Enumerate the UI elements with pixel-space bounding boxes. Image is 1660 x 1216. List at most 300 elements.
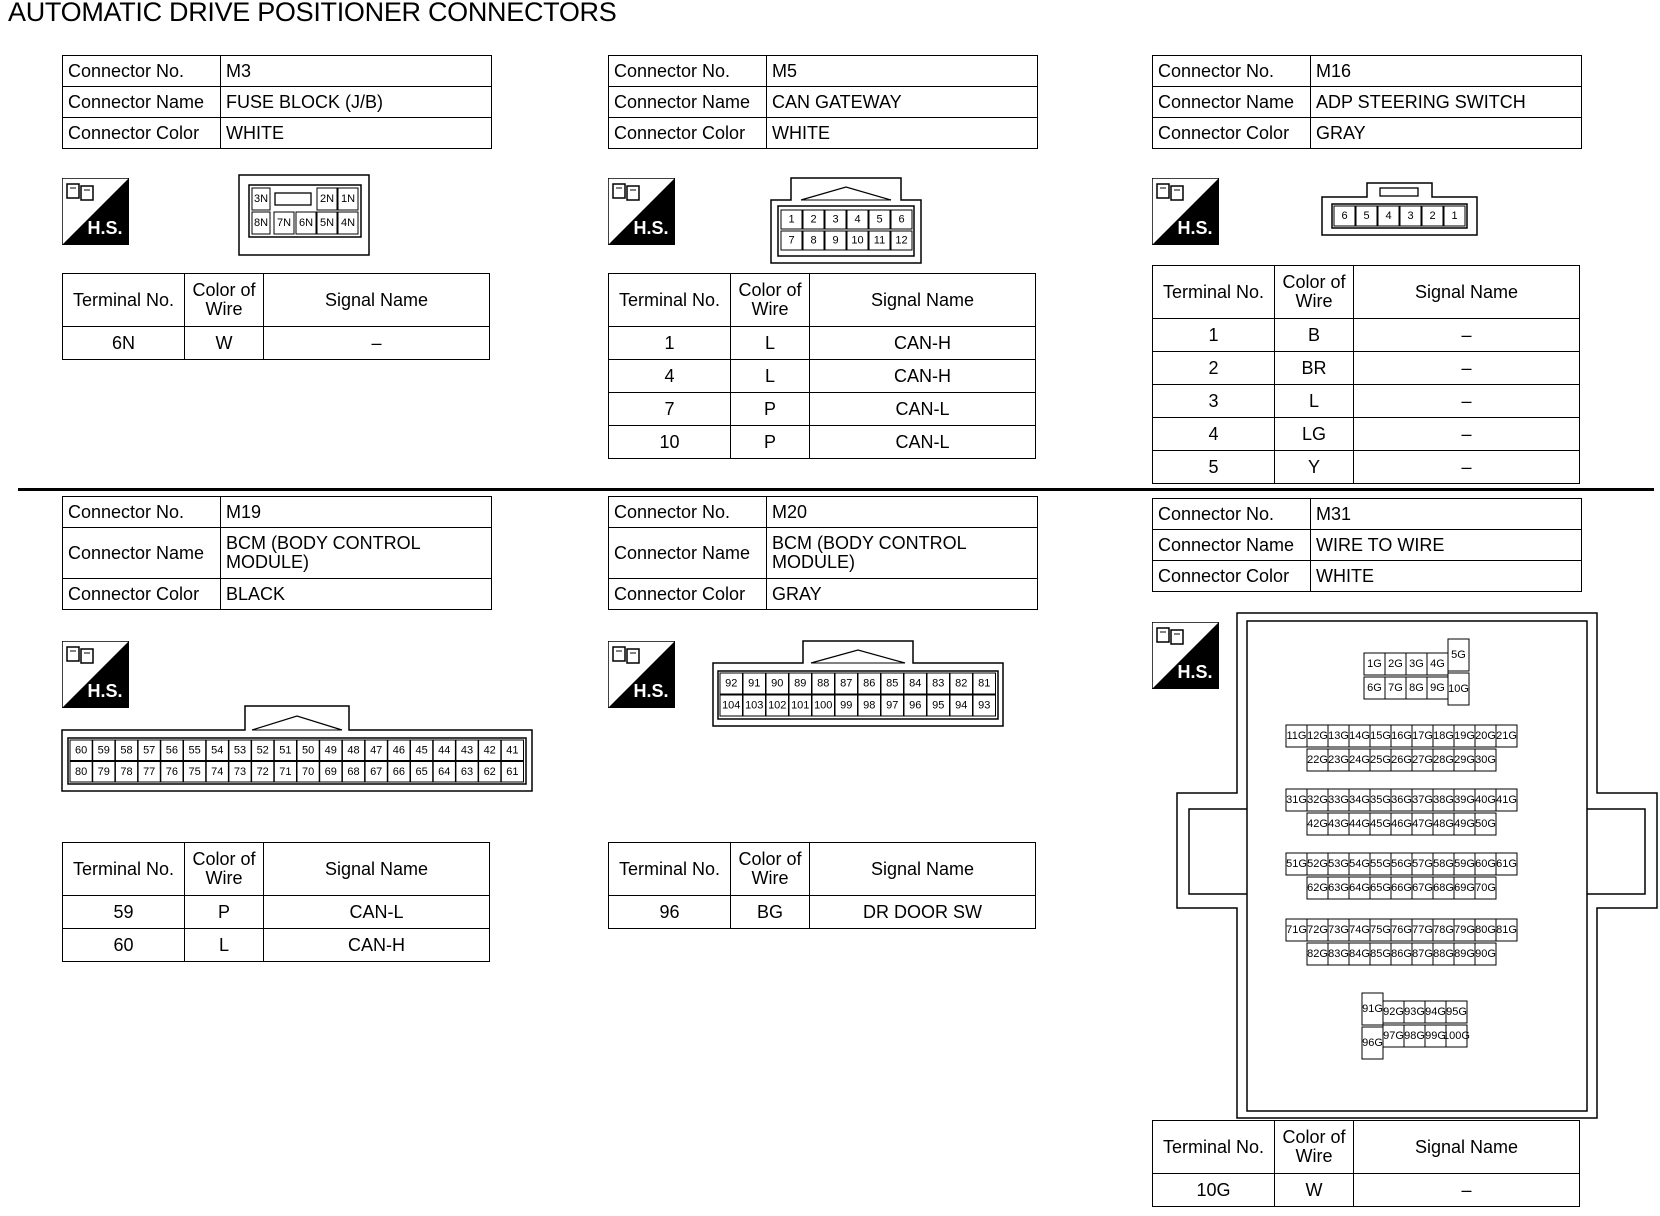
pin-label: 19G [1454, 730, 1475, 742]
pin-label: 49G [1454, 818, 1475, 830]
wire-color: L [1275, 385, 1354, 418]
pin-label: 17G [1412, 730, 1433, 742]
pin-label: 100G [1443, 1030, 1470, 1042]
connector-panel-m3 [62, 55, 492, 535]
terminal-row [609, 393, 1036, 426]
pin-label: 1 [1451, 210, 1458, 222]
terminal-row [1153, 1174, 1580, 1207]
connector-name-value: CAN GATEWAY [767, 87, 1038, 118]
pin-label: 65 [415, 765, 428, 778]
connector-color-value: WHITE [1311, 561, 1582, 592]
pin-label: 53 [233, 744, 247, 757]
wire-color-header: Color of Wire [731, 274, 810, 327]
pin-label: 4 [854, 213, 861, 226]
terminal-no-header: Terminal No. [1153, 266, 1275, 319]
pin-label: 56 [165, 744, 179, 757]
pin-label: 64G [1349, 882, 1370, 894]
wire-color: L [731, 360, 810, 393]
connector-name-label: Connector Name [609, 87, 767, 118]
connector-color-label: Connector Color [63, 118, 221, 149]
pin-label: 61 [506, 765, 519, 778]
pin-label: 43G [1328, 818, 1349, 830]
pin-label: 40G [1475, 794, 1496, 806]
pin-label: 7G [1388, 682, 1403, 694]
svg-text:H.S.: H.S. [633, 218, 669, 238]
pin-label: 5 [876, 213, 883, 226]
pin-label: 81 [978, 677, 991, 690]
pin-label: 71G [1286, 924, 1307, 936]
pin-label: 11 [873, 234, 886, 247]
connector-name-value: BCM (BODY CONTROL MODULE) [221, 528, 492, 579]
pin-label: 3N [253, 193, 269, 205]
pin-label: 67 [370, 765, 383, 778]
pin-label: 1G [1367, 658, 1382, 670]
pin-label: 86G [1391, 948, 1412, 960]
signal-name: – [1354, 418, 1580, 451]
pin-label: 90 [771, 677, 784, 690]
pin-label: 74G [1349, 924, 1370, 936]
pin-label: 4N [340, 217, 356, 229]
pin-label: 8 [810, 234, 817, 247]
pin-label: 99 [840, 699, 853, 712]
connector-color-label: Connector Color [1153, 561, 1311, 592]
pin-label: 54G [1349, 858, 1370, 870]
pin-label: 50G [1475, 818, 1496, 830]
connector-no-row [1153, 499, 1582, 530]
signal-name: CAN-H [810, 327, 1036, 360]
pin-label: 4G [1430, 658, 1445, 670]
terminal-no: 2 [1153, 352, 1275, 385]
pin-label: 86 [863, 677, 876, 690]
pin-label: 12 [895, 234, 908, 247]
connector-no-value: M5 [767, 56, 1038, 87]
signal-name: CAN-L [810, 426, 1036, 459]
signal-name: – [1354, 1174, 1580, 1207]
pin-label: 3G [1409, 658, 1424, 670]
pin-label: 41 [506, 744, 519, 757]
terminal-row [63, 327, 490, 360]
pin-label: 9 [832, 234, 839, 247]
wire-color: LG [1275, 418, 1354, 451]
pin-label: 33G [1328, 794, 1349, 806]
pin-label: 18G [1433, 730, 1454, 742]
connector-name-row [63, 87, 492, 118]
wire-color: BG [731, 896, 810, 929]
wire-color: P [185, 896, 264, 929]
pin-label: 3 [1407, 210, 1414, 222]
pin-label: 89G [1454, 948, 1475, 960]
pin-label: 78G [1433, 924, 1454, 936]
pin-label: 93G [1404, 1006, 1425, 1018]
connector-panel-m16 [1152, 55, 1582, 535]
pin-label: 70 [301, 765, 315, 778]
wire-color-header: Color of Wire [1275, 266, 1354, 319]
connector-name-label: Connector Name [63, 87, 221, 118]
connector-no-value: M16 [1311, 56, 1582, 87]
pin-label: 46G [1391, 818, 1412, 830]
connector-color-label: Connector Color [63, 579, 221, 610]
connector-panel-m20 [608, 496, 1038, 976]
svg-text:H.S.: H.S. [633, 681, 669, 701]
pin-label: 92G [1383, 1006, 1404, 1018]
signal-name: CAN-L [264, 896, 490, 929]
pin-label: 59G [1454, 858, 1475, 870]
pin-label: 93 [978, 699, 991, 712]
connector-name-label: Connector Name [1153, 87, 1311, 118]
pin-label: 80 [74, 765, 88, 778]
signal-name-header: Signal Name [1354, 266, 1580, 319]
connector-face-diagram [1322, 183, 1477, 235]
pin-label: 61G [1496, 858, 1517, 870]
connector-info-table [1152, 55, 1582, 149]
pin-label: 99G [1425, 1030, 1446, 1042]
harness-side-icon [608, 178, 675, 245]
pin-label: 85G [1370, 948, 1391, 960]
pin-label: 10 [851, 234, 864, 247]
terminal-row [63, 896, 490, 929]
connector-name-row [63, 528, 492, 579]
connector-no-row [63, 497, 492, 528]
pin-label: 3 [832, 213, 839, 226]
terminal-row [1153, 418, 1580, 451]
terminal-no-header: Terminal No. [609, 843, 731, 896]
pin-label: 5N [319, 217, 335, 229]
wire-color: Y [1275, 451, 1354, 484]
pin-label: 16G [1391, 730, 1412, 742]
pin-label: 87 [840, 677, 853, 690]
pin-label: 47G [1412, 818, 1433, 830]
terminal-no: 5 [1153, 451, 1275, 484]
signal-name: – [1354, 451, 1580, 484]
svg-text:H.S.: H.S. [87, 681, 123, 701]
pin-label: 88G [1433, 948, 1454, 960]
pin-label: 6 [1341, 210, 1348, 222]
pin-label: 10G [1448, 683, 1469, 695]
connector-color-row [63, 118, 492, 149]
pin-label: 11G [1286, 730, 1307, 742]
pin-label: 104 [722, 699, 741, 712]
pin-label: 75G [1370, 924, 1391, 936]
pin-label: 98G [1404, 1030, 1425, 1042]
pin-label: 2N [319, 193, 335, 205]
pin-label: 23G [1328, 754, 1349, 766]
connector-no-label: Connector No. [1153, 499, 1311, 530]
pin-label: 8G [1409, 682, 1424, 694]
connector-info-table [62, 496, 492, 610]
wire-color: W [185, 327, 264, 360]
terminal-header-row [609, 274, 1036, 327]
connector-name-label: Connector Name [1153, 530, 1311, 561]
pin-label: 53G [1328, 858, 1349, 870]
pin-label: 15G [1370, 730, 1391, 742]
connector-name-value: FUSE BLOCK (J/B) [221, 87, 492, 118]
pin-label: 6 [898, 213, 905, 226]
pin-label: 47 [370, 744, 383, 757]
terminal-table [1152, 265, 1580, 484]
pin-label: 98 [863, 699, 876, 712]
pin-label: 1N [340, 193, 356, 205]
signal-name: – [1354, 352, 1580, 385]
pin-label: 28G [1433, 754, 1454, 766]
pin-label: 79 [97, 765, 110, 778]
pin-label: 52 [256, 744, 269, 757]
connector-name-row [609, 87, 1038, 118]
pin-label: 89 [794, 677, 807, 690]
pin-label: 64 [438, 765, 451, 778]
pin-label: 74 [211, 765, 224, 778]
pin-label: 60G [1475, 858, 1496, 870]
pin-label: 62 [483, 765, 496, 778]
pin-label: 9G [1430, 682, 1445, 694]
terminal-no: 7 [609, 393, 731, 426]
pin-label: 91 [748, 677, 761, 690]
terminal-row [609, 360, 1036, 393]
pin-label: 83 [932, 677, 945, 690]
pin-label: 6G [1367, 682, 1382, 694]
pin-label: 84G [1349, 948, 1370, 960]
pin-label: 2G [1388, 658, 1403, 670]
wire-color-header: Color of Wire [1275, 1121, 1354, 1174]
pin-label: 5G [1451, 649, 1466, 661]
pin-label: 96 [909, 699, 922, 712]
connector-name-label: Connector Name [609, 528, 767, 579]
connector-color-label: Connector Color [609, 579, 767, 610]
terminal-table [62, 842, 490, 962]
pin-label: 4 [1385, 210, 1392, 222]
pin-label: 7N [276, 217, 292, 229]
terminal-no: 60 [63, 929, 185, 962]
pin-label: 71 [279, 765, 292, 778]
connector-color-label: Connector Color [1153, 118, 1311, 149]
pin-label: 62G [1307, 882, 1328, 894]
connector-no-label: Connector No. [609, 56, 767, 87]
terminal-no: 4 [1153, 418, 1275, 451]
wire-color: P [731, 426, 810, 459]
pin-label: 69 [324, 765, 337, 778]
wire-color-header: Color of Wire [731, 843, 810, 896]
terminal-row [609, 327, 1036, 360]
connector-color-value: GRAY [767, 579, 1038, 610]
pin-label: 77 [143, 765, 156, 778]
connector-no-label: Connector No. [63, 497, 221, 528]
pin-label: 85 [886, 677, 899, 690]
connector-color-value: WHITE [767, 118, 1038, 149]
pin-label: 6N [298, 217, 314, 229]
pin-label: 57G [1412, 858, 1433, 870]
signal-name-header: Signal Name [1354, 1121, 1580, 1174]
connector-info-table [62, 55, 492, 149]
signal-name: CAN-L [810, 393, 1036, 426]
pin-label: 67G [1412, 882, 1433, 894]
wire-color: W [1275, 1174, 1354, 1207]
pin-label: 13G [1328, 730, 1349, 742]
pin-label: 44 [438, 744, 451, 757]
pin-label: 65G [1370, 882, 1391, 894]
connector-no-row [63, 56, 492, 87]
terminal-no: 59 [63, 896, 185, 929]
pin-label: 95 [932, 699, 945, 712]
pin-label: 80G [1475, 924, 1496, 936]
pin-label: 68G [1433, 882, 1454, 894]
pin-label: 63G [1328, 882, 1349, 894]
pin-label: 58 [120, 744, 133, 757]
pin-label: 90G [1475, 948, 1496, 960]
terminal-row [1153, 352, 1580, 385]
connector-color-row [63, 579, 492, 610]
pin-label: 22G [1307, 754, 1328, 766]
terminal-header-row [63, 843, 490, 896]
connector-face-diagram [62, 706, 532, 791]
pin-label: 43 [460, 744, 474, 757]
connector-face-diagram [239, 175, 369, 255]
connector-no-value: M19 [221, 497, 492, 528]
pin-label: 77G [1412, 924, 1433, 936]
pin-label: 37G [1412, 794, 1433, 806]
pin-label: 20G [1475, 730, 1496, 742]
pin-label: 57 [143, 744, 156, 757]
pin-label: 94 [955, 699, 968, 712]
connector-no-value: M31 [1311, 499, 1582, 530]
terminal-no: 10 [609, 426, 731, 459]
terminal-table [608, 273, 1036, 459]
pin-label: 102 [768, 699, 787, 712]
pin-label: 51 [279, 744, 292, 757]
pin-label: 27G [1412, 754, 1433, 766]
pin-label: 72 [256, 765, 269, 778]
connector-color-row [1153, 561, 1582, 592]
terminal-no-header: Terminal No. [63, 274, 185, 327]
terminal-row [1153, 319, 1580, 352]
terminal-row [1153, 451, 1580, 484]
signal-name-header: Signal Name [264, 274, 490, 327]
pin-label: 82 [955, 677, 968, 690]
svg-text:H.S.: H.S. [87, 218, 123, 238]
connector-name-row [609, 528, 1038, 579]
connector-name-row [1153, 530, 1582, 561]
pin-label: 75 [188, 765, 201, 778]
pin-label: 73G [1328, 924, 1349, 936]
wire-color-header: Color of Wire [185, 843, 264, 896]
pin-label: 66G [1391, 882, 1412, 894]
pin-label: 66 [392, 765, 406, 778]
pin-label: 1 [788, 213, 795, 226]
wire-color-header: Color of Wire [185, 274, 264, 327]
wire-color: P [731, 393, 810, 426]
pin-label: 78 [120, 765, 133, 778]
pin-label: 72G [1307, 924, 1328, 936]
terminal-no: 96 [609, 896, 731, 929]
terminal-no-header: Terminal No. [609, 274, 731, 327]
connector-no-row [609, 56, 1038, 87]
connector-no-label: Connector No. [63, 56, 221, 87]
pin-label: 35G [1370, 794, 1391, 806]
connector-no-label: Connector No. [609, 497, 767, 528]
pin-label: 55 [188, 744, 201, 757]
terminal-no: 4 [609, 360, 731, 393]
connector-panel-m19 [62, 496, 519, 976]
pin-label: 45G [1370, 818, 1391, 830]
pin-label: 34G [1349, 794, 1370, 806]
pin-label: 38G [1433, 794, 1454, 806]
connector-name-row [1153, 87, 1582, 118]
pin-label: 36G [1391, 794, 1412, 806]
pin-label: 97G [1383, 1030, 1404, 1042]
connector-info-table [1152, 498, 1582, 592]
terminal-no: 1 [609, 327, 731, 360]
terminal-row [609, 426, 1036, 459]
connector-color-row [609, 579, 1038, 610]
pin-label: 21G [1496, 730, 1517, 742]
pin-label: 79G [1454, 924, 1475, 936]
pin-label: 2 [1429, 210, 1436, 222]
pin-label: 51G [1286, 858, 1307, 870]
terminal-row [1153, 385, 1580, 418]
connector-no-value: M3 [221, 56, 492, 87]
pin-label: 42 [483, 744, 496, 757]
pin-label: 42G [1307, 818, 1328, 830]
pin-label: 44G [1349, 818, 1370, 830]
pin-label: 56G [1391, 858, 1412, 870]
pin-label: 50 [301, 744, 315, 757]
connector-color-row [1153, 118, 1582, 149]
terminal-no: 6N [63, 327, 185, 360]
terminal-table [608, 842, 1036, 929]
pin-label: 100 [814, 699, 833, 712]
pin-label: 5 [1363, 210, 1370, 222]
pin-label: 14G [1349, 730, 1370, 742]
terminal-row [609, 896, 1036, 929]
wire-color: L [185, 929, 264, 962]
pin-label: 91G [1362, 1003, 1383, 1015]
pin-label: 76G [1391, 924, 1412, 936]
signal-name: DR DOOR SW [810, 896, 1036, 929]
wire-color: BR [1275, 352, 1354, 385]
connector-color-label: Connector Color [609, 118, 767, 149]
signal-name: CAN-H [264, 929, 490, 962]
connector-color-value: GRAY [1311, 118, 1582, 149]
pin-label: 70G [1475, 882, 1496, 894]
pin-label: 82G [1307, 948, 1328, 960]
connector-no-row [1153, 56, 1582, 87]
signal-name: – [264, 327, 490, 360]
pin-label: 103 [745, 699, 764, 712]
connector-no-label: Connector No. [1153, 56, 1311, 87]
connector-panel-m31 [1152, 498, 1582, 1200]
signal-name: – [1354, 385, 1580, 418]
pin-label: 8N [253, 217, 269, 229]
pin-label: 49 [324, 744, 337, 757]
pin-label: 2 [810, 213, 817, 226]
harness-side-icon [608, 641, 675, 708]
pin-label: 45 [415, 744, 428, 757]
harness-side-icon [62, 641, 129, 708]
harness-side-icon [62, 178, 129, 245]
pin-label: 24G [1349, 754, 1370, 766]
terminal-no: 1 [1153, 319, 1275, 352]
terminal-no: 3 [1153, 385, 1275, 418]
signal-name: CAN-H [810, 360, 1036, 393]
pin-label: 83G [1328, 948, 1349, 960]
terminal-header-row [1153, 266, 1580, 319]
pin-label: 55G [1370, 858, 1391, 870]
connector-info-table [608, 496, 1038, 610]
connector-no-value: M20 [767, 497, 1038, 528]
pin-label: 96G [1362, 1037, 1383, 1049]
pin-label: 69G [1454, 882, 1475, 894]
pin-label: 76 [165, 765, 179, 778]
pin-label: 41G [1496, 794, 1517, 806]
terminal-no-header: Terminal No. [1153, 1121, 1275, 1174]
